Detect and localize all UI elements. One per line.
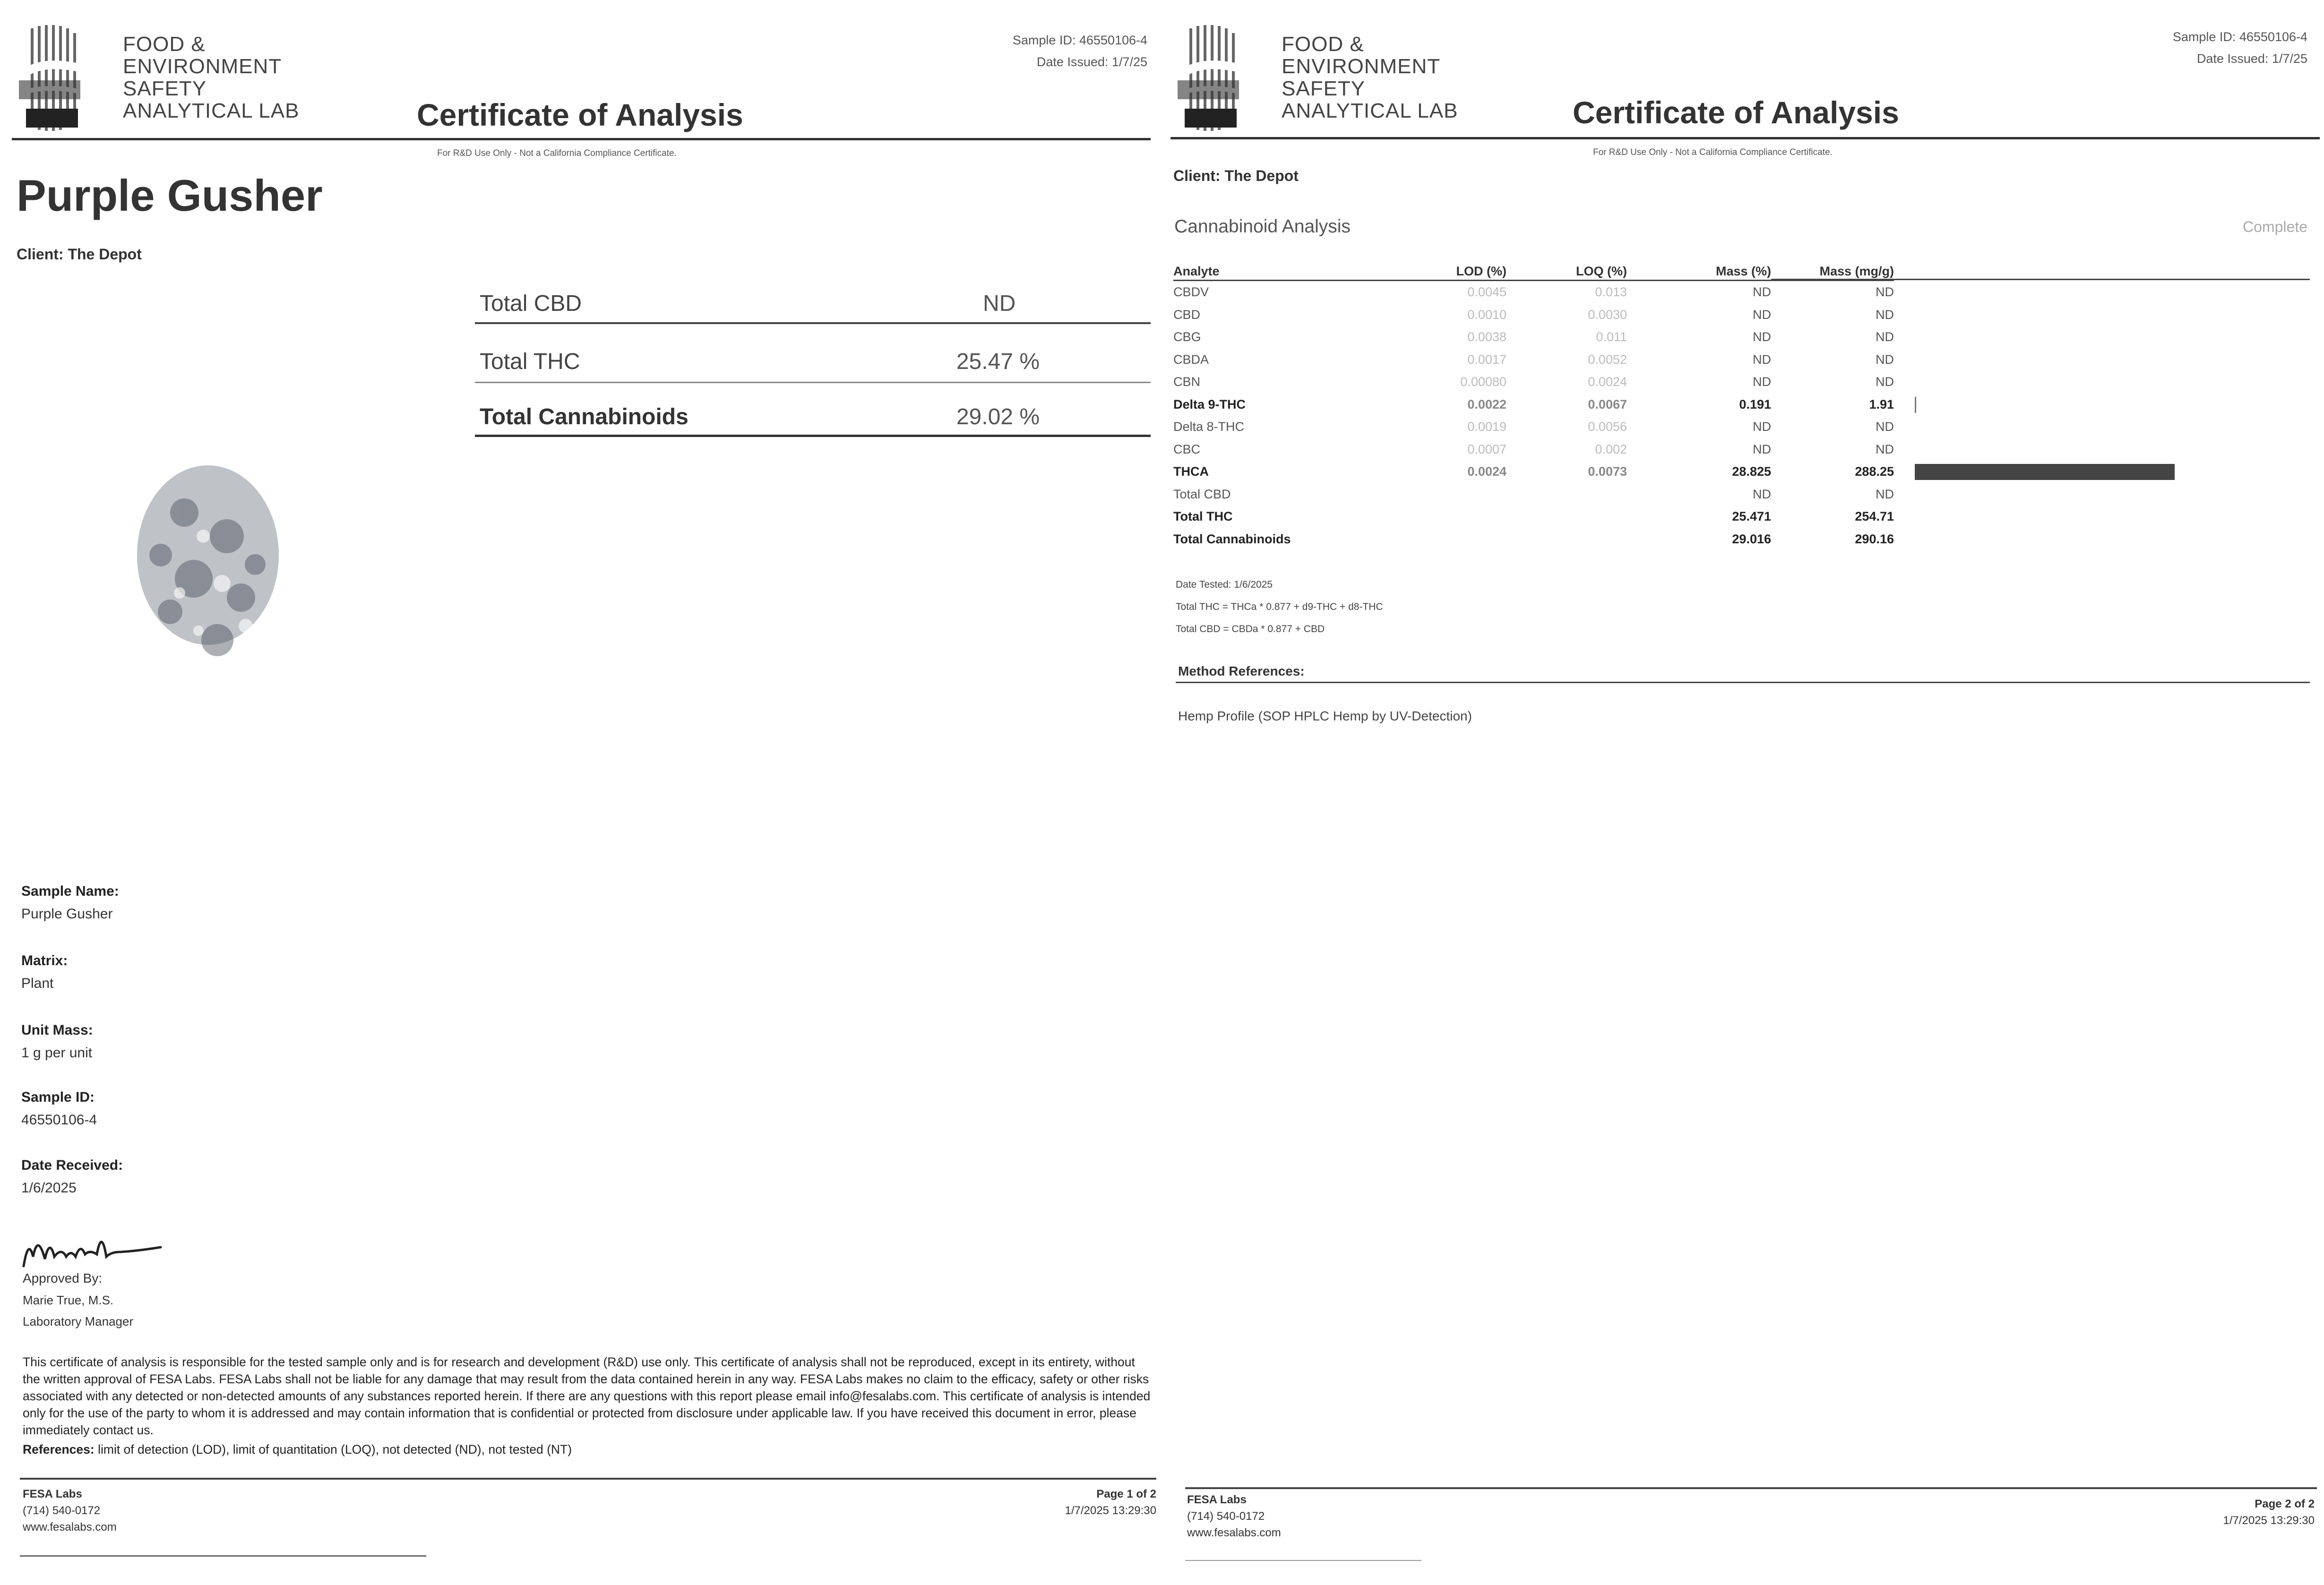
- analyte-name: CBDV: [1173, 285, 1209, 300]
- mass-pct-value: 0.191: [1739, 397, 1771, 411]
- footer-company: FESA Labs: [1187, 1493, 1247, 1506]
- table-row: [1173, 438, 1894, 461]
- table-row: [1173, 326, 1894, 349]
- mass-pct-value: ND: [1753, 420, 1771, 434]
- mass-pct-value: ND: [1753, 442, 1771, 456]
- references-text: limit of detection (LOD), limit of quantitation (LOQ), not detected (ND), not tested (NT): [98, 1442, 572, 1456]
- total-thc-formula: Total THC = THCa * 0.877 + d9-THC + d8-THC: [1176, 601, 1383, 612]
- sample-header: [2173, 26, 2307, 69]
- analyte-name: Delta 9-THC: [1173, 397, 1246, 411]
- footer-contact: [1187, 1491, 1281, 1541]
- mass-pct-value: ND: [1753, 375, 1771, 389]
- loq-value: 0.0052: [1588, 352, 1627, 367]
- analysis-status: Complete: [2243, 218, 2307, 235]
- totals-divider: [475, 435, 1151, 437]
- col-mass-pct: Mass (%): [1627, 263, 1771, 281]
- total-cannabinoids-value: 29.02 %: [956, 404, 1040, 429]
- footer-page-info: [2223, 1496, 2315, 1529]
- header-divider: [12, 138, 1151, 140]
- mass-mg-value: 254.71: [1855, 509, 1894, 524]
- mass-pct-value: ND: [1753, 285, 1771, 300]
- sample-id-value: 46550106-4: [21, 1112, 97, 1128]
- mass-pct-value: 28.825: [1732, 464, 1771, 479]
- totals-divider: [475, 382, 1151, 383]
- product-name-title: Purple Gusher: [17, 171, 323, 220]
- date-issued-header: Date Issued: 1/7/25: [2196, 51, 2307, 66]
- rnd-notice: For R&D Use Only - Not a California Compliance Certificate.: [437, 148, 677, 158]
- sample-header: [1013, 29, 1147, 73]
- page-number: Page 2 of 2: [2255, 1498, 2315, 1510]
- method-reference-text: Hemp Profile (SOP HPLC Hemp by UV-Detection): [1178, 709, 1472, 723]
- client-name: Client: The Depot: [1173, 167, 1299, 184]
- footer-divider: [20, 1478, 1156, 1480]
- sample-id-header: Sample ID: 46550106-4: [2172, 30, 2307, 44]
- loq-value: 0.011: [1596, 330, 1627, 344]
- analyte-name: CBG: [1173, 330, 1201, 344]
- footer-phone: (714) 540-0172: [23, 1504, 101, 1517]
- lod-value: [1372, 528, 1506, 551]
- table-row: [1173, 349, 1894, 371]
- certificate-title: Certificate of Analysis: [1573, 95, 1899, 130]
- analyte-name: Total CBD: [1173, 487, 1231, 501]
- table-row: [1173, 394, 1894, 416]
- lab-name-line: FOOD &: [123, 33, 206, 56]
- loq-value: 0.0073: [1588, 464, 1627, 479]
- table-row: [1173, 416, 1894, 438]
- analyte-name: Total Cannabinoids: [1173, 531, 1291, 546]
- mass-mg-value: ND: [1876, 352, 1894, 367]
- method-divider: [1176, 682, 2310, 683]
- loq-value: 0.0056: [1588, 420, 1627, 434]
- print-timestamp: 1/7/2025 13:29:30: [2223, 1514, 2315, 1527]
- sample-name-label: Sample Name:: [21, 883, 119, 899]
- lab-name-line: ANALYTICAL LAB: [1282, 99, 1458, 122]
- lod-value: 0.0019: [1467, 420, 1506, 434]
- mass-mg-value: ND: [1876, 420, 1894, 434]
- col-mass-mg: Mass (mg/g): [1771, 263, 1894, 281]
- table-row: [1173, 281, 1894, 304]
- lod-value: 0.0022: [1467, 397, 1506, 411]
- table-row: [1173, 528, 1894, 551]
- cannabinoid-table: [1173, 263, 1894, 550]
- lab-name-line: SAFETY: [123, 77, 207, 100]
- print-timestamp: 1/7/2025 13:29:30: [1065, 1504, 1156, 1517]
- footer-website: www.fesalabs.com: [23, 1521, 117, 1534]
- mass-pct-value: ND: [1753, 487, 1771, 501]
- lod-value: [1372, 483, 1506, 506]
- lod-value: 0.0024: [1467, 464, 1506, 479]
- analyte-name: Delta 8-THC: [1173, 420, 1245, 434]
- lab-name-line: ENVIRONMENT: [123, 55, 282, 78]
- mass-pct-value: 29.016: [1732, 531, 1771, 546]
- thca-mass-bar: [1915, 464, 2175, 480]
- certificate-title: Certificate of Analysis: [417, 97, 743, 132]
- date-tested: Date Tested: 1/6/2025: [1176, 579, 1273, 590]
- mass-mg-value: ND: [1876, 375, 1894, 389]
- fesa-logo-icon: [12, 24, 111, 132]
- loq-value: 0.013: [1595, 285, 1627, 300]
- footer-company: FESA Labs: [23, 1488, 82, 1500]
- d9thc-mass-bar: [1915, 397, 1916, 413]
- lab-name-line: FOOD &: [1282, 33, 1364, 56]
- lab-name-line: ENVIRONMENT: [1282, 55, 1441, 78]
- approver-signature: [19, 1224, 170, 1276]
- date-received-label: Date Received:: [21, 1157, 123, 1173]
- mass-mg-value: ND: [1876, 442, 1894, 456]
- analyte-name: CBC: [1173, 442, 1201, 456]
- lod-value: 0.0010: [1467, 307, 1506, 322]
- approver-title: Laboratory Manager: [23, 1314, 134, 1328]
- matrix-value: Plant: [21, 976, 54, 991]
- table-row: [1173, 483, 1894, 506]
- total-cannabinoids-label: Total Cannabinoids: [480, 404, 689, 429]
- lab-name: [1282, 33, 1458, 122]
- analyte-name: CBN: [1173, 375, 1201, 389]
- mass-mg-value: 290.16: [1855, 531, 1894, 546]
- loq-value: 0.0030: [1588, 307, 1627, 322]
- fesa-logo-icon: [1171, 24, 1270, 132]
- mass-pct-value: ND: [1753, 330, 1771, 344]
- total-cbd-formula: Total CBD = CBDa * 0.877 + CBD: [1176, 624, 1325, 634]
- lab-name-line: SAFETY: [1282, 77, 1366, 100]
- approver-name: Marie True, M.S.: [23, 1293, 114, 1307]
- total-cbd-value: ND: [983, 291, 1016, 316]
- client-name: Client: The Depot: [17, 246, 142, 263]
- method-references-label: Method References:: [1178, 664, 1305, 678]
- col-loq: LOQ (%): [1506, 263, 1627, 281]
- footer-contact: [23, 1486, 117, 1535]
- unit-mass-label: Unit Mass:: [21, 1022, 93, 1038]
- analyte-name: CBD: [1173, 307, 1201, 322]
- lod-value: 0.0038: [1467, 330, 1506, 344]
- disclaimer-text: This certificate of analysis is responsible for the tested sample only and is for research and development (R&D) use only. This certificate of analysis shall not be reproduced, except in its entirety, without the written approval of FESA Labs. FESA Labs shall not be liable for any damage that may result from the data contained herein in any way. FESA Labs makes no claim to the efficacy, safety or other risks associated with any detected or non-detected amounts of any substances reported herein. If there are any questions with this report please email info@fesalabs.com. This certificate of analysis is intended only for the use of the party to whom it is addressed and may contain information that is confidential or protected from disclosure under applicable law. If you have received this document in error, please immediately contact us.: [23, 1355, 1151, 1437]
- rnd-notice: For R&D Use Only - Not a California Compliance Certificate.: [1593, 147, 1833, 157]
- scan-edge-line: [1185, 1560, 1421, 1561]
- coa-page-2: [1162, 0, 2324, 1585]
- matrix-label: Matrix:: [21, 953, 68, 968]
- mass-mg-value: ND: [1876, 285, 1894, 300]
- mass-mg-value: ND: [1876, 307, 1894, 322]
- sample-id-header: Sample ID: 46550106-4: [1012, 33, 1147, 47]
- page-number: Page 1 of 2: [1096, 1488, 1156, 1500]
- loq-value: [1506, 483, 1627, 506]
- table-header-rule-extension: [1771, 279, 2310, 280]
- col-lod: LOD (%): [1372, 263, 1506, 281]
- analyte-name: Total THC: [1173, 509, 1233, 524]
- total-cbd-label: Total CBD: [480, 291, 582, 316]
- table-row: [1173, 304, 1894, 326]
- lod-value: 0.00080: [1460, 375, 1506, 389]
- loq-value: 0.0067: [1588, 397, 1627, 411]
- date-issued-header: Date Issued: 1/7/25: [1036, 55, 1147, 69]
- table-row: [1173, 371, 1894, 394]
- mass-pct-value: ND: [1753, 352, 1771, 367]
- loq-value: 0.0024: [1588, 375, 1627, 389]
- lod-value: 0.0045: [1467, 285, 1506, 300]
- analyte-name: THCA: [1173, 464, 1209, 479]
- sample-id-label: Sample ID:: [21, 1089, 95, 1105]
- table-row: [1173, 505, 1894, 528]
- col-analyte: Analyte: [1173, 263, 1372, 281]
- date-received-value: 1/6/2025: [21, 1180, 77, 1196]
- lod-value: [1372, 505, 1506, 528]
- footer-website: www.fesalabs.com: [1187, 1526, 1281, 1539]
- mass-pct-value: 25.471: [1732, 509, 1771, 524]
- total-thc-value: 25.47 %: [956, 349, 1040, 374]
- lab-name: [123, 33, 299, 122]
- loq-value: [1506, 528, 1627, 551]
- lab-name-line: ANALYTICAL LAB: [123, 99, 300, 122]
- references-label: References:: [23, 1442, 95, 1456]
- mass-mg-value: ND: [1876, 330, 1894, 344]
- product-photo: [90, 442, 317, 687]
- approved-by-label: Approved By:: [23, 1271, 103, 1285]
- mass-mg-value: ND: [1876, 487, 1894, 501]
- sample-name-value: Purple Gusher: [21, 906, 113, 922]
- loq-value: 0.002: [1595, 442, 1627, 456]
- mass-pct-value: ND: [1753, 307, 1771, 322]
- footer-divider: [1185, 1487, 2317, 1489]
- footer-phone: (714) 540-0172: [1187, 1510, 1265, 1523]
- unit-mass-value: 1 g per unit: [21, 1045, 93, 1061]
- table-header-row: [1173, 263, 1894, 281]
- mass-mg-value: 288.25: [1855, 464, 1894, 479]
- scan-edge-line: [20, 1555, 426, 1557]
- loq-value: [1506, 505, 1627, 528]
- header-divider: [1171, 137, 2320, 139]
- references: [23, 1442, 572, 1457]
- totals-divider: [475, 322, 1151, 324]
- mass-mg-value: 1.91: [1869, 397, 1894, 411]
- lod-value: 0.0007: [1467, 442, 1506, 456]
- cannabinoid-analysis-title: Cannabinoid Analysis: [1174, 216, 1351, 237]
- total-thc-label: Total THC: [480, 349, 580, 374]
- footer-page-info: [1065, 1486, 1156, 1519]
- analyte-name: CBDA: [1173, 352, 1209, 367]
- table-row: [1173, 461, 1894, 483]
- lod-value: 0.0017: [1467, 352, 1506, 367]
